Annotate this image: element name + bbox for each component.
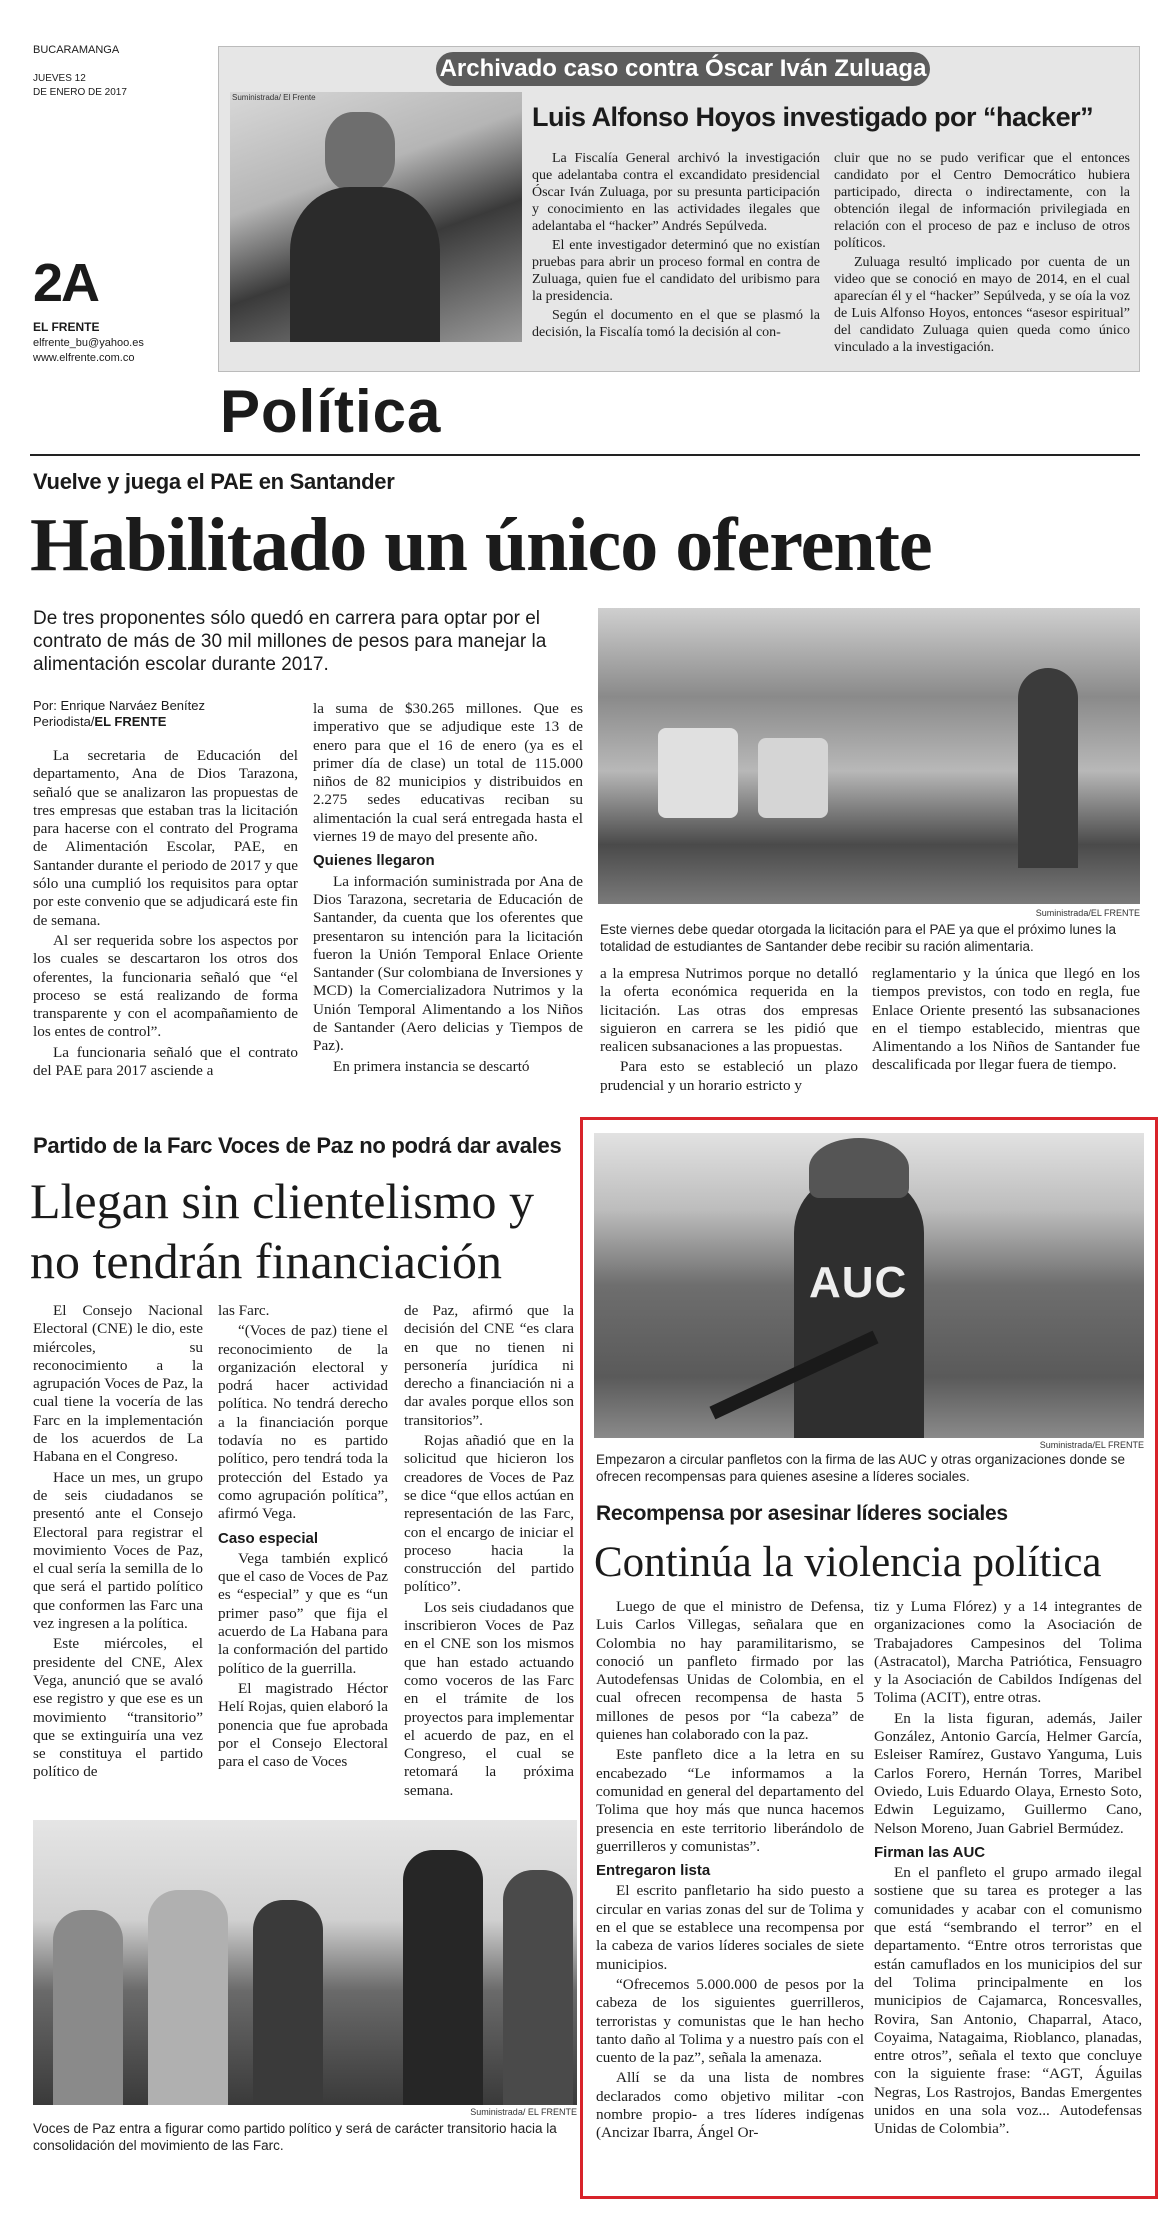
pae-col4 [872, 965, 1140, 1105]
auc-photo [594, 1133, 1144, 1438]
paragraph: El ente investigador determinó que no existían pruebas para abrir un proceso formal en contra de Zuluaga, quien fue el candidato del uribismo para la presidencia. [532, 238, 820, 304]
kitchen-photo [598, 608, 1140, 904]
farc-kicker: Partido de la Farc Voces de Paz no podrá dar avales [33, 1133, 562, 1158]
top-story-headline: Luis Alfonso Hoyos investigado por “hacker” [532, 102, 1094, 132]
subheading: Firman las AUC [874, 1843, 986, 1861]
section-rule [30, 454, 1140, 456]
paragraph: La información suministrada por Ana de Dios Tarazona, secretaria de Educación de Santander, da cuenta que los oferentes que presentaron su intención para la licitación fueron la Unión Temporal Enlace Oriente Santander (Sur colombiana de Inversiones y MCD) la Comercializadora Nutrimos y la Unión Temporal Alimentando a los Niños de Santander (Aero delicias y Tiempos de Paz). [313, 872, 583, 1055]
pae-byline [33, 698, 205, 730]
paragraph: “(Voces de paz) tiene el reconocimiento de la organización electoral y podrá hacer actividad política. No tendrá derecho a la financiación porque todavía no es partido político, pero tendrá toda la protección del Estado ya como agrupación política”, afirmó Vega. [218, 1322, 388, 1523]
auc-caption: Empezaron a circular panfletos con la firma de las AUC y otras organizaciones donde se ofrecen recompensas para quienes asesine a líderes sociales. [596, 1452, 1126, 1484]
pae-col1 [33, 747, 298, 1105]
subheading: Caso especial [218, 1529, 319, 1547]
top-story-col2 [834, 150, 1130, 362]
paragraph: tiz y Luma Flórez) y a 14 integrantes de organizaciones como la Asociación de Trabajadores Campesinos del Tolima (Astracatol), Marcha Patriótica, Fensuagro y la Asociación de Cabildos Indígenas del Tolima (ACIT), entre otras. [874, 1598, 1142, 1707]
auc-photo-text: AUC [809, 1258, 908, 1307]
subheading: Quienes llegaron [313, 852, 435, 870]
farc-headline-line1: Llegan sin clientelismo y [30, 1173, 535, 1229]
paragraph: Al ser requerida sobre los aspectos por los cuales se descartaron los otros dos oferentes, la funcionaria señaló que “el proceso se está realizando de forma transparente y con el acompañamiento de los entes de control”. [33, 931, 298, 1041]
auc-col1 [596, 1598, 864, 2190]
paragraph: reglamentario y la única que llegó en los tiempos previstos, con todo en regla, fue Enlace Oriente presentó las subsanaciones en el tiempo establecido, mientras que Alimentando a los Niños de Santander fue descalificada por llegar fuera de tiempo. [872, 965, 1140, 1074]
farc-photo-credit: Suministrada/ EL FRENTE [470, 2107, 577, 2117]
pae-headline: Habilitado un único oferente [30, 503, 932, 587]
paragraph: El magistrado Héctor Helí Rojas, quien elaboró la ponencia que fue aprobada por el Consejo Electoral para el caso de Voces [218, 1679, 388, 1771]
paragraph: las Farc. [218, 1302, 270, 1319]
farc-col3 [404, 1302, 574, 1812]
paper-website: www.elfrente.com.co [33, 352, 135, 364]
farc-caption: Voces de Paz entra a figurar como partido político y será de carácter transitorio hacia la consolidación del movimiento de las Farc. [33, 2121, 557, 2153]
paragraph: En la lista figuran, además, Jailer González, Antonio García, Helmer García, Esleiser Ramírez, Gustavo Yanguma, Luis Carlos Forero, Hernán Torres, Maribel Oviedo, Luis Eduardo Olaya, Ernesto Soto, Edwin Leguizamo, Guillermo Cano, Nelson Moreno, Juan Gabriel Bermúdez. [874, 1709, 1142, 1837]
paragraph: Allí se da una lista de nombres declarados como objetivo militar -con nombre propio- a tres líderes indígenas (Ancizar Ibarra, Ángel Or- [596, 2069, 864, 2142]
paragraph: El Consejo Nacional Electoral (CNE) le dio, este miércoles, su reconocimiento a la agrupación Voces de Paz, la cual tiene la vocería de las Farc en la implementación de los acuerdos de La Habana en el Congreso. [33, 1302, 203, 1466]
section-title: Política [220, 378, 442, 445]
voces-de-paz-photo [33, 1820, 577, 2105]
paragraph: de Paz, afirmó que la decisión del CNE “es clara en que no tienen ni personería jurídica ni derecho a financiación ni a dar avales porque ellos son transitorios”. [404, 1302, 574, 1429]
pae-caption: Este viernes debe quedar otorgada la licitación para el PAE ya que el próximo lunes la totalidad de estudiantes de Santander debe recibir su ración alimentaria. [600, 922, 1117, 954]
auc-photo-credit: Suministrada/EL FRENTE [1039, 1440, 1144, 1450]
paragraph: La Fiscalía General archivó la investigación que adelantaba contra el excandidato presidencial Óscar Iván Zuluaga, por su presunta participación y conocimiento en las actividades ilegales que adelantaba el “hacker” Andrés Sepúlveda. [532, 151, 820, 234]
byline-role [33, 714, 205, 730]
pae-col2 [313, 700, 583, 1105]
byline-author: Por: Enrique Narváez Benítez [33, 698, 205, 713]
paragraph: Este miércoles, el presidente del CNE, Alex Vega, anunció que se avaló ese registro y que ese es un movimiento “transitorio” que se extinguiría una vez se constituya el partido político de [33, 1635, 203, 1781]
page-number: 2A [33, 253, 99, 313]
byline-role-text: Periodista/ [33, 714, 95, 729]
paragraph: Para esto se estableció un plazo prudencial y un horario estricto y [600, 1058, 858, 1094]
pae-col3 [600, 965, 858, 1105]
top-story-banner: Archivado caso contra Óscar Iván Zuluaga [436, 52, 930, 86]
pae-photo-credit: Suministrada/EL FRENTE [1035, 908, 1140, 918]
paper-name: EL FRENTE [33, 320, 100, 334]
paragraph: La secretaria de Educación del departamento, Ana de Dios Tarazona, señaló que se analizaron las propuestas de tres empresas que estaban tras la licitación para hacerse con el contrato del Programa de Alimentación Escolar, PAE, en Santander durante el periodo de 2017 y que sólo una cumplió los requisitos para optar por este convenio que se adjudicará este fin de semana. [33, 747, 298, 929]
paragraph: Este panfleto dice a la letra en su encabezado “Le informamos a la comunidad en general del departamento del Tolima que hoy más que nunca hacemos presencia en este territorio liberándolo de guerrilleros y comunistas”. [596, 1746, 864, 1855]
auc-kicker: Recompensa por asesinar líderes sociales [596, 1502, 1008, 1525]
farc-col2 [218, 1302, 388, 1812]
paragraph: El escrito panfletario ha sido puesto a circular en varias zonas del sur de Tolima y en el que se establece una recompensa por la cabeza de varios líderes sociales de siete municipios. [596, 1882, 864, 1973]
farc-headline-line2: no tendrán financiación [30, 1233, 503, 1289]
paragraph: la suma de $30.265 millones. Que es imperativo que se adjudique este 13 de enero para que el 16 de enero (ya es el primer día de clase) un total de 115.000 niños de 82 municipios y distribuidos en 2.275 sedes educativas reciban su alimentación la cual será entregada hasta el viernes 19 de mayo del presente año. [313, 700, 583, 846]
paragraph: En el panfleto el grupo armado ilegal sostiene que su tarea es proteger a las comunidades y acabar con el comunismo que está “sembrando el terror” en el departamento. “Entre otros terroristas que están camuflados en los municipios del sur del Tolima principalmente en los municipios de Cajamarca, Roncesvalles, Rovira, San Antonio, Chaparral, Ataco, Coyaima, Natagaima, Rioblanco, planadas, entre otros”, señala el texto que concluye con la siguiente frase: “AGT, Águilas Negras, Los Rastrojos, Bandas Emergentes unidos en una sola voz... Autodefensas Unidas de Colombia”. [874, 1864, 1142, 2138]
paragraph: Los seis ciudadanos que inscribieron Voces de Paz en el CNE son los mismos que han estado actuando como voceros de las Farc en el trámite de los proyectos para implementar el acuerdo de paz, en el Congreso, el cual se retomará la próxima semana. [404, 1598, 574, 1799]
paragraph: La funcionaria señaló que el contrato del PAE para 2017 asciende a [33, 1043, 298, 1080]
masthead-date-line1: JUEVES 12 [33, 73, 86, 84]
paragraph: Luego de que el ministro de Defensa, Luis Carlos Villegas, señalara que en Colombia no hay paramilitarismo, se conoció un panfleto firmado por las Autodefensas Unidas de Colombia, en el cual ofrecen recompensa de hasta 5 millones de pesos por “la cabeza” de quienes han colaborado con la paz. [596, 1598, 864, 1744]
paragraph: Zuluaga resultó implicado por cuenta de un video que se conoció en mayo de 2014, en el cual aparecían él y el “hacker” Sepúlveda, y se oía la voz de Luis Alfonso Hoyos, entonces “asesor espiritual” del candidato Zuluaga quien queda como único vinculado a la investigación. [834, 255, 1130, 355]
paragraph: Hace un mes, un grupo de seis ciudadanos se presentó ante el Consejo Electoral para registrar el movimiento Voces de Paz, el cual sería la semilla de lo que será el partido político que conformen las Farc una vez ingresen a la política. [33, 1468, 203, 1633]
paragraph: Según el documento en el que se plasmó la decisión, la Fiscalía tomó la decisión al con- [532, 308, 820, 340]
paragraph: Rojas añadió que en la solicitud que hicieron los creadores de Voces de Paz se dice “que ellos actúan en representación de las Farc, con el encargo de iniciar el proceso hacia la construcción del partido político”. [404, 1432, 574, 1596]
paper-email: elfrente_bu@yahoo.es [33, 337, 144, 349]
paragraph: cluir que no se pudo verificar que el entonces candidato por el Centro Democrático hubiera participado, directa o indirectamente, con la obtención ilegal de información privilegiada en relación con el proceso de paz e incluso de otros políticos. [834, 151, 1130, 251]
pae-deck: De tres proponentes sólo quedó en carrera para optar por el contrato de más de 30 mil millones de pesos para manejar la alimentación escolar durante 2017. [33, 608, 547, 675]
zuluaga-photo [230, 92, 522, 342]
top-story-col1 [532, 150, 820, 362]
subheading: Entregaron lista [596, 1862, 711, 1880]
masthead-date-line2: DE ENERO DE 2017 [33, 87, 127, 98]
farc-col1 [33, 1302, 203, 1812]
paragraph: a la empresa Nutrimos porque no detalló la oferta económica requerida en la licitación. Las otras dos empresas siguieron en carrera se les pidió que realicen subsanaciones a las propuestas. [600, 965, 858, 1056]
top-story-photo-credit: Suministrada/ El Frente [232, 93, 316, 102]
paragraph: Vega también explicó que el caso de Voces de Paz es “especial” y que es “un primer paso” que fija el acuerdo de La Habana para la conformación del partido político de la guerrilla. [218, 1549, 388, 1677]
byline-paper: EL FRENTE [94, 714, 167, 729]
auc-col2 [874, 1598, 1142, 2190]
paragraph: “Ofrecemos 5.000.000 de pesos por la cabeza de los siguientes guerrilleros, terroristas y comunistas que le han hecho tanto daño al Tolima y a nuestro país con el cuento de la paz”, señala la amenaza. [596, 1975, 864, 2067]
paragraph: En primera instancia se descartó [333, 1057, 530, 1075]
auc-headline: Continúa la violencia política [594, 1539, 1102, 1586]
masthead-city: BUCARAMANGA [33, 44, 120, 56]
pae-kicker: Vuelve y juega el PAE en Santander [33, 469, 395, 494]
